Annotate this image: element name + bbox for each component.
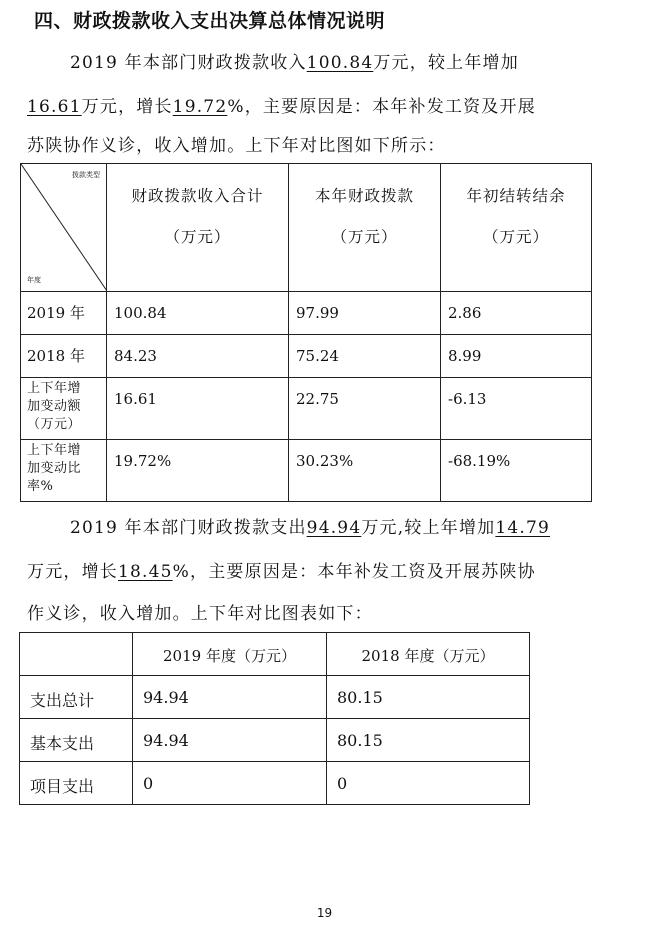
empty-header-cell — [20, 633, 133, 676]
expense-amount: 94.94 — [306, 518, 362, 538]
column-header: 年初结转结余 （万元） — [441, 164, 592, 292]
table-row: 2018 年 84.23 75.24 8.99 — [21, 335, 592, 378]
expense-text: 作义诊，收入增加。上下年对比图表如下： — [27, 604, 373, 624]
expense-increase: 14.79 — [495, 518, 551, 538]
table-row: 基本支出 94.94 80.15 — [20, 719, 530, 762]
expense-text: 万元,较上年增加 — [361, 518, 496, 538]
table-header-row — [20, 633, 530, 676]
section-heading: 四、财政拨款收入支出决算总体情况说明 — [34, 10, 386, 32]
corner-bottom-label: 年度 — [27, 276, 41, 284]
table-row: 2019 年 100.84 97.99 2.86 — [21, 292, 592, 335]
page-number: 19 — [316, 906, 333, 920]
column-header: 2019 年度（万元） — [163, 647, 296, 665]
corner-top-label: 拨款类型 — [72, 171, 100, 179]
expense-growth-rate: 18.45 — [118, 562, 173, 582]
income-amount: 100.84 — [306, 53, 374, 73]
income-text: 万元，较上年增加 — [373, 53, 519, 73]
expense-text: 万元，增长 — [27, 562, 118, 582]
expense-text: %，主要原因是：本年补发工资及开展苏陕协 — [172, 562, 536, 582]
diagonal-line — [21, 164, 107, 291]
income-comparison-table — [20, 163, 592, 502]
expense-text: 2019 年本部门财政拨款支出 — [70, 518, 307, 538]
table-row: 上下年增 加变动比 率% 19.72% 30.23% -68.19% — [21, 440, 592, 502]
income-increase: 16.61 — [27, 97, 82, 117]
table-row: 上下年增 加变动额 （万元） 16.61 22.75 -6.13 — [21, 378, 592, 440]
column-header: 本年财政拨款 （万元） — [289, 164, 441, 292]
income-text: 2019 年本部门财政拨款收入 — [70, 53, 307, 73]
income-text: %，主要原因是：本年补发工资及开展 — [227, 97, 536, 117]
income-text: 苏陕协作义诊，收入增加。上下年对比图如下所示： — [27, 136, 446, 156]
column-header: 财政拨款收入合计 （万元） — [107, 164, 289, 292]
expense-comparison-table — [19, 632, 530, 805]
table-row: 支出总计 94.94 80.15 — [20, 676, 530, 719]
income-growth-rate: 19.72 — [172, 97, 228, 117]
income-text: 万元，增长 — [81, 97, 173, 117]
table-row: 项目支出 0 0 — [20, 762, 530, 805]
table-corner-cell — [21, 164, 107, 292]
column-header: 2018 年度（万元） — [361, 647, 495, 665]
